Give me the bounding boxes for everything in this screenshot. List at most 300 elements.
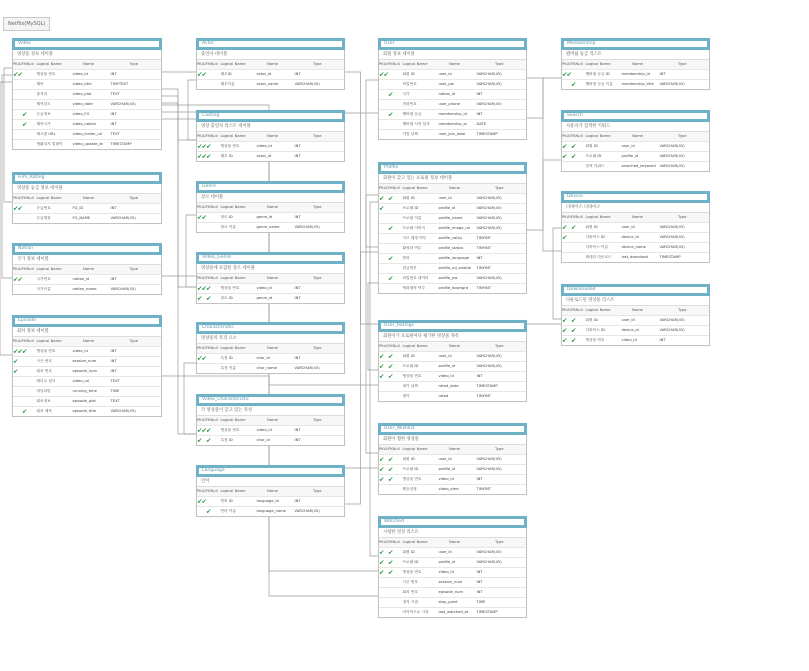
relationship-line[interactable] (553, 228, 561, 319)
column-header-name: Name (632, 215, 643, 219)
table-row[interactable] (379, 224, 526, 234)
table-row[interactable] (562, 243, 709, 253)
checkmark-icon: ✔ (379, 455, 385, 464)
checkmark-icon: ✔ (571, 152, 577, 161)
column-header-type: Type (678, 134, 687, 138)
table-row[interactable] (13, 110, 161, 120)
relationship-line[interactable] (188, 80, 196, 140)
field-logical: 시즌 번호 (36, 359, 52, 363)
entity-characteristic[interactable] (196, 322, 345, 374)
table-row[interactable] (379, 455, 526, 465)
column-header-row (13, 194, 161, 204)
table-row[interactable] (379, 274, 526, 284)
null-cell (576, 233, 583, 242)
field-name: last_watched_at (438, 610, 469, 614)
field-name: session_num (438, 580, 463, 584)
table-row[interactable] (197, 223, 344, 232)
column-header-ai: AI (17, 339, 22, 343)
table-row[interactable] (379, 568, 526, 578)
column-header-pk: PK (562, 308, 567, 312)
checkmark-icon: ✔ (571, 142, 577, 151)
field-type: TEXT (110, 92, 120, 96)
field-name: FG_NAME (72, 216, 91, 220)
column-header-logical: Logical Name (220, 62, 246, 66)
relationship-line[interactable] (366, 80, 378, 247)
relationship-line[interactable] (4, 68, 12, 202)
field-logical: 에디오 링크 (36, 379, 56, 383)
table-row[interactable] (379, 608, 526, 617)
column-header-name: Name (267, 205, 278, 209)
null-cell (27, 110, 34, 119)
entity-title[interactable]: Episode (12, 315, 162, 327)
field-name: membership_st (438, 122, 467, 126)
field-name: profile_name (438, 216, 463, 220)
field-name: profile_id (438, 467, 456, 471)
checkmark-icon: ✔ (197, 294, 203, 303)
fk-cell (388, 455, 393, 464)
field-type: VARCHAR(45) (476, 226, 502, 230)
entity-title[interactable]: User_Ratings (378, 320, 527, 332)
table-row[interactable] (379, 90, 526, 100)
entity-title[interactable]: Language (196, 465, 345, 477)
entity-title[interactable]: Video (12, 38, 162, 50)
column-header-ai: AI (383, 447, 388, 451)
table-row[interactable] (197, 284, 344, 294)
field-name: profile_nd_enable (438, 266, 472, 270)
entity-episode[interactable] (12, 315, 162, 417)
table-row[interactable] (379, 110, 526, 120)
table-row[interactable] (13, 140, 161, 149)
table-row[interactable] (13, 70, 161, 80)
entity-title[interactable]: Characteristic (196, 322, 345, 334)
checkmark-icon: ✔ (197, 142, 203, 151)
column-header-null: Null (392, 62, 400, 66)
checkmark-icon: ✔ (379, 204, 385, 213)
entity-title[interactable]: Membership (561, 38, 710, 50)
entity-title[interactable]: Search (561, 110, 710, 122)
column-header-fk: FK (206, 489, 211, 493)
entity-film-rating[interactable] (12, 172, 162, 224)
column-header-fk: FK (22, 196, 27, 200)
field-name: membership_id (621, 72, 650, 76)
column-header-name: Name (449, 186, 460, 190)
null-cell (211, 223, 218, 232)
table-row[interactable] (562, 326, 709, 336)
entity-title[interactable]: User_Wishlist (378, 423, 527, 435)
column-header-pk: PK (13, 339, 18, 343)
field-type: TIMESTAMP (476, 610, 498, 614)
null-cell (393, 204, 400, 213)
field-name: user_id (621, 144, 635, 148)
table-row[interactable] (13, 90, 161, 100)
relationship-line[interactable] (368, 283, 378, 370)
table-row[interactable] (13, 275, 161, 285)
field-type: TINYINT (476, 266, 491, 270)
fk-cell (206, 507, 211, 516)
table-row[interactable] (13, 214, 161, 223)
fk-cell (388, 194, 393, 203)
ai-cell (18, 275, 23, 284)
column-header-ai: AI (566, 62, 571, 66)
checkmark-icon: ✔ (388, 110, 394, 119)
table-row[interactable] (197, 142, 344, 152)
relationship-line[interactable] (525, 78, 561, 251)
field-name: language_id (256, 499, 279, 503)
null-cell (27, 130, 34, 139)
entity-watched[interactable] (378, 516, 527, 618)
table-row[interactable] (379, 392, 526, 401)
column-header-ai: AI (201, 489, 206, 493)
field-logical: 배우 ID (220, 154, 233, 158)
column-header-name: Name (83, 339, 94, 343)
diagram-title-tab[interactable]: Netflix(MySQL) (3, 17, 50, 31)
table-row[interactable] (379, 485, 526, 494)
field-name: user_pw (438, 82, 454, 86)
table-row[interactable] (379, 244, 526, 254)
field-logical: 회차 번호 (36, 369, 52, 373)
field-type: TINYINT (476, 286, 491, 290)
entity-title[interactable]: Watched (378, 516, 527, 528)
column-header-row (197, 203, 344, 213)
table-row[interactable] (379, 588, 526, 598)
checkmark-icon: ✔ (197, 436, 203, 445)
table-row[interactable] (379, 548, 526, 558)
column-header-logical: Logical Name (36, 267, 62, 271)
field-logical: 가입 날짜 (402, 132, 418, 136)
column-header-fk: FK (206, 62, 211, 66)
entity-description: 회원이 찜한 영상물 (379, 435, 526, 445)
table-row[interactable] (197, 507, 344, 516)
column-header-ai: AI (17, 196, 22, 200)
table-row[interactable] (197, 80, 344, 89)
column-header-ai: AI (383, 62, 388, 66)
entity-genre[interactable] (196, 181, 345, 233)
table-row[interactable] (13, 204, 161, 214)
table-row[interactable] (197, 213, 344, 223)
relationship-line[interactable] (184, 363, 196, 434)
entity-user-wishlist[interactable] (378, 423, 527, 495)
field-type: INT (476, 112, 483, 116)
field-type: TIMESTAMP (476, 384, 498, 388)
field-logical: 프로필 ID (402, 364, 419, 368)
fk-cell (388, 548, 393, 557)
checkmark-icon: ✔ (379, 70, 385, 79)
column-header-type: Type (313, 276, 322, 280)
field-type: VARCHAR(45) (476, 560, 502, 564)
null-cell (27, 387, 34, 396)
table-row[interactable] (562, 253, 709, 262)
column-header-null: Null (26, 339, 34, 343)
relationship-line[interactable] (160, 103, 196, 434)
null-cell (27, 70, 34, 79)
entity-search[interactable] (561, 110, 710, 172)
entity-casting[interactable] (196, 110, 345, 162)
entity-description: 영상물 정보 데이블 (13, 50, 161, 60)
field-type: VARCHAR(45) (110, 216, 136, 220)
fk-cell (388, 372, 393, 381)
entity-description: 회원이 갖고 있는 프로필 정보 데이블 (379, 174, 526, 184)
entity-actor[interactable] (196, 38, 345, 90)
table-row[interactable] (13, 357, 161, 367)
table-row[interactable] (13, 387, 161, 397)
table-row[interactable] (379, 214, 526, 224)
field-type: INT (110, 72, 117, 76)
entity-video-genre[interactable] (196, 252, 345, 304)
table-row[interactable] (379, 475, 526, 485)
checkmark-icon: ✔ (206, 436, 212, 445)
null-cell (576, 152, 583, 161)
table-row[interactable] (379, 234, 526, 244)
column-header-logical: Logical Name (220, 489, 246, 493)
table-row[interactable] (197, 436, 344, 445)
entity-title[interactable]: Casting (196, 110, 345, 122)
table-row[interactable] (562, 233, 709, 243)
field-name: episode_title (72, 409, 96, 413)
pk-cell (379, 548, 384, 557)
table-row[interactable] (379, 130, 526, 139)
fk-cell (22, 407, 27, 416)
column-header-name: Name (267, 346, 278, 350)
null-cell (393, 382, 400, 391)
table-row[interactable] (562, 142, 709, 152)
table-row[interactable] (379, 578, 526, 588)
checkmark-icon: ✔ (562, 142, 568, 151)
entity-membership[interactable] (561, 38, 710, 90)
field-name: user_join_date (438, 132, 466, 136)
field-name: actor_id (256, 72, 272, 76)
table-row[interactable] (379, 598, 526, 608)
field-type: VARCHAR(45) (294, 82, 320, 86)
column-header-fk: FK (206, 205, 211, 209)
entity-description: 회원이가 프로필마다 평가한 영상물 목록 (379, 332, 526, 342)
field-type: INT (476, 374, 483, 378)
field-type: VARCHAR(45) (294, 366, 320, 370)
pk-cell (379, 455, 384, 464)
field-logical: 잠금여부 (402, 266, 417, 270)
fk-cell (206, 152, 211, 161)
entity-device[interactable] (561, 191, 710, 263)
table-row[interactable] (13, 397, 161, 407)
entity-nation[interactable] (12, 243, 162, 295)
table-row[interactable] (562, 70, 709, 80)
null-cell (393, 234, 400, 243)
column-header-fk: FK (206, 134, 211, 138)
table-row[interactable] (13, 347, 161, 357)
field-logical: 예고편 URL (36, 132, 56, 136)
column-header-pk: PK (197, 276, 202, 280)
table-row[interactable] (379, 204, 526, 214)
table-row[interactable] (379, 264, 526, 274)
table-row[interactable] (379, 558, 526, 568)
entity-title[interactable]: Actor (196, 38, 345, 50)
null-cell (393, 392, 400, 401)
null-cell (27, 140, 34, 149)
field-name: FG_ID (72, 206, 84, 210)
entity-title[interactable]: Profile (378, 162, 527, 174)
column-header-pk: PK (562, 62, 567, 66)
null-cell (393, 80, 400, 89)
ai-cell (202, 70, 207, 79)
table-row[interactable] (379, 80, 526, 90)
entity-profile[interactable] (378, 162, 527, 294)
entity-title[interactable]: Film_Rating (12, 172, 162, 184)
checkmark-icon: ✔ (22, 110, 28, 119)
column-header-fk: FK (206, 418, 211, 422)
table-row[interactable] (379, 382, 526, 392)
table-row[interactable] (197, 426, 344, 436)
table-row[interactable] (13, 130, 161, 140)
entity-downloaded[interactable] (561, 284, 710, 346)
column-header-name: Name (83, 196, 94, 200)
column-header-row (13, 265, 161, 275)
table-row[interactable] (13, 367, 161, 377)
entity-title[interactable]: Nation (12, 243, 162, 255)
checkmark-icon: ✔ (388, 465, 394, 474)
entity-user[interactable] (378, 38, 527, 140)
column-header-fk: FK (388, 447, 393, 451)
field-name: stop_point (438, 600, 458, 604)
table-row[interactable] (13, 407, 161, 416)
column-header-null: Null (392, 344, 400, 348)
field-logical: 디바이스 ID (585, 235, 605, 239)
entity-video[interactable] (12, 38, 162, 150)
table-row[interactable] (379, 284, 526, 293)
field-type: INT (110, 349, 117, 353)
column-header-fk: FK (571, 215, 576, 219)
field-logical: 회차정보 (36, 399, 51, 403)
table-row[interactable] (379, 254, 526, 264)
table-row[interactable] (379, 372, 526, 382)
fk-cell (571, 223, 576, 232)
checkmark-icon: ✔ (379, 352, 385, 361)
entity-title[interactable]: Video_Genre (196, 252, 345, 264)
checkmark-icon: ✔ (562, 336, 568, 345)
field-logical: 프로필 ID (402, 206, 419, 210)
field-name: episode_plot (72, 399, 96, 403)
column-header-logical: Logical Name (585, 62, 611, 66)
checkmark-icon: ✔ (206, 152, 212, 161)
field-name: nation_name (72, 287, 97, 291)
field-type: TIME (476, 600, 486, 604)
table-row[interactable] (379, 100, 526, 110)
field-name: language_name (256, 509, 286, 513)
table-row[interactable] (197, 497, 344, 507)
field-logical: 디바이스 ID (585, 328, 605, 332)
entity-title[interactable]: Downloaded (561, 284, 710, 296)
checkmark-icon: ✔ (388, 455, 394, 464)
table-row[interactable] (379, 362, 526, 372)
entity-description: 다운로드된 영상물 리스트 (562, 296, 709, 306)
null-cell (393, 110, 400, 119)
table-row[interactable] (562, 316, 709, 326)
null-cell (211, 354, 218, 363)
checkmark-icon: ✔ (562, 316, 568, 325)
table-row[interactable] (197, 70, 344, 80)
entity-user-ratings[interactable] (378, 320, 527, 402)
fk-cell (388, 254, 393, 263)
table-row[interactable] (379, 194, 526, 204)
entity-title[interactable]: User (378, 38, 527, 50)
column-header-logical: Logical Name (402, 62, 428, 66)
field-name: profile_id (621, 154, 639, 158)
table-row[interactable] (197, 294, 344, 303)
field-type: INT (476, 477, 483, 481)
table-row[interactable] (562, 223, 709, 233)
table-row[interactable] (13, 285, 161, 294)
field-type: TIMESTAMP (659, 255, 681, 259)
column-header-fk: FK (571, 134, 576, 138)
field-logical: 프로필 ID (402, 467, 419, 471)
relationship-line[interactable] (2, 75, 12, 278)
entity-title[interactable]: Video_Characteristic (196, 394, 345, 406)
column-header-type: Type (313, 346, 322, 350)
table-row[interactable] (379, 70, 526, 80)
field-logical: 국가번호 (36, 277, 51, 281)
field-name: video_id (621, 338, 637, 342)
null-cell (393, 548, 400, 557)
table-row[interactable] (562, 336, 709, 345)
checkmark-icon: ✔ (388, 90, 394, 99)
column-header-null: Null (210, 346, 218, 350)
table-row[interactable] (13, 80, 161, 90)
table-row[interactable] (379, 465, 526, 475)
table-row[interactable] (13, 377, 161, 387)
table-row[interactable] (197, 364, 344, 373)
null-cell (393, 465, 400, 474)
table-row[interactable] (562, 152, 709, 162)
table-row[interactable] (562, 80, 709, 89)
field-name: user_id (438, 457, 452, 461)
column-header-ai: AI (201, 134, 206, 138)
table-row[interactable] (197, 152, 344, 161)
checkmark-icon: ✔ (201, 426, 207, 435)
entity-language[interactable] (196, 465, 345, 517)
field-logical: 언어 ID (220, 499, 233, 503)
table-row[interactable] (13, 120, 161, 130)
field-name: actor_id (256, 154, 272, 158)
field-name: rated_date (438, 384, 459, 388)
null-cell (211, 426, 218, 435)
entity-title[interactable]: Device (561, 191, 710, 203)
column-header-ai: AI (17, 267, 22, 271)
column-header-row (379, 538, 526, 548)
entity-title[interactable]: Genre (196, 181, 345, 193)
column-header-logical: Logical Name (585, 308, 611, 312)
table-row[interactable] (379, 352, 526, 362)
checkmark-icon: ✔ (379, 362, 385, 371)
column-header-ai: AI (201, 62, 206, 66)
field-name: video_trailer_url (72, 132, 103, 136)
table-row[interactable] (13, 100, 161, 110)
field-name: video_id (256, 428, 272, 432)
null-cell (393, 362, 400, 371)
table-row[interactable] (379, 120, 526, 130)
column-header-logical: Logical Name (402, 186, 428, 190)
column-header-row (13, 60, 161, 70)
null-cell (27, 204, 34, 213)
field-type: DATE (476, 122, 487, 126)
null-cell (393, 608, 400, 617)
column-header-type: Type (129, 267, 138, 271)
column-header-ai: AI (17, 62, 22, 66)
field-logical: 회원 ID (402, 354, 415, 358)
relationship-line[interactable] (370, 202, 378, 556)
table-row[interactable] (197, 354, 344, 364)
entity-video-characteristic[interactable] (196, 394, 345, 446)
table-row[interactable] (562, 162, 709, 171)
checkmark-icon: ✔ (571, 336, 577, 345)
null-cell (393, 372, 400, 381)
